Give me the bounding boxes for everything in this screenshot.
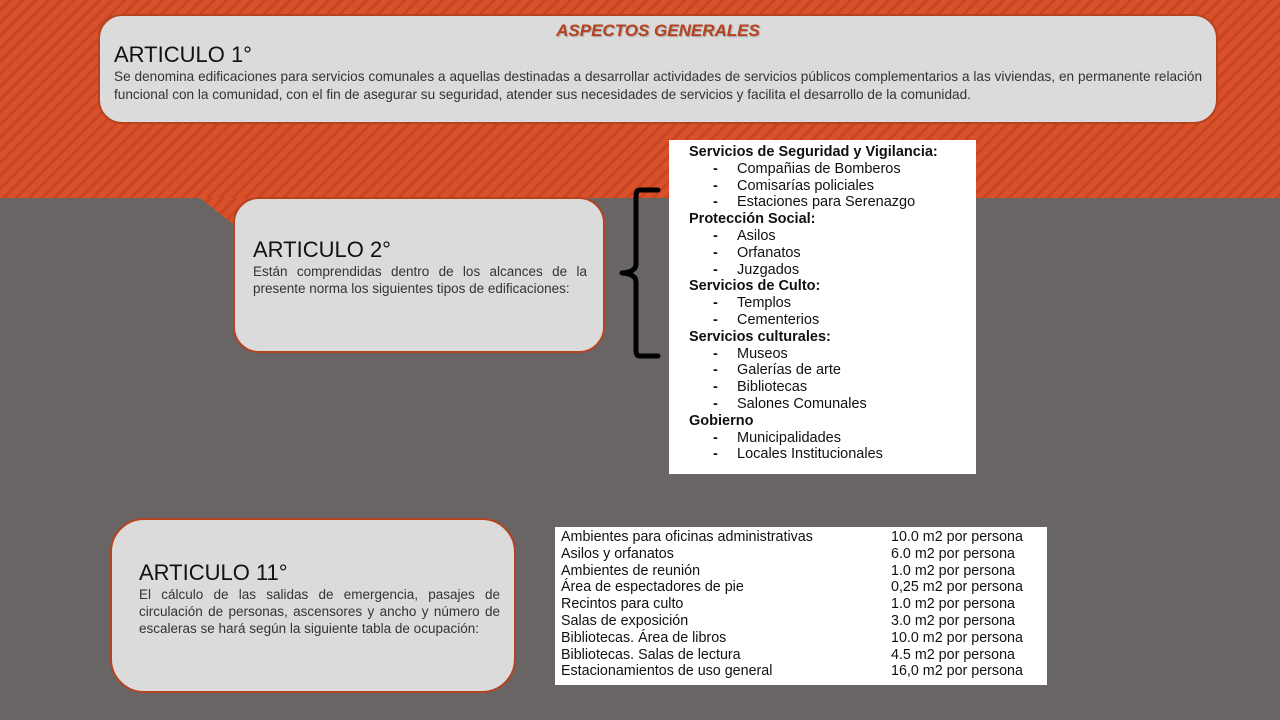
list-item <box>689 161 976 178</box>
list-item <box>689 362 976 379</box>
list-item-label: Asilos <box>737 227 776 244</box>
list-item-label: Juzgados <box>737 261 800 278</box>
list-item-label: Bibliotecas <box>737 379 808 396</box>
list-item <box>689 178 976 195</box>
list-item-label: Museos <box>737 345 788 362</box>
dash-marker: - <box>713 446 718 463</box>
dash-marker: - <box>713 244 718 261</box>
list-item-label: Orfanatos <box>737 244 801 261</box>
articulo-2-title: ARTICULO 2° <box>253 237 391 262</box>
list-item-label: Galerías de arte <box>737 362 841 379</box>
table-cell-ambiente: Ambientes para oficinas administrativas <box>561 529 813 545</box>
table-cell-ambiente: Estacionamientos de uso general <box>561 663 773 680</box>
table-cell-ocupacion: 0,25 m2 por persona <box>891 579 1023 596</box>
table-row <box>561 630 1047 647</box>
list-group <box>689 278 976 328</box>
table-cell-ambiente: Ambientes de reunión <box>561 562 701 579</box>
dash-marker: - <box>713 362 718 379</box>
table-cell-ocupacion: 1.0 m2 por persona <box>891 596 1015 613</box>
list-group <box>689 413 976 463</box>
dash-marker: - <box>713 429 718 446</box>
list-item <box>689 295 976 312</box>
dash-marker: - <box>713 345 718 362</box>
dash-marker: - <box>713 311 718 328</box>
articulo-11-card <box>110 518 516 693</box>
curly-brace-icon <box>616 186 664 360</box>
list-item-label: Estaciones para Serenazgo <box>737 194 916 211</box>
table-cell-ambiente: Recintos para culto <box>561 596 684 613</box>
table-cell-ocupacion: 4.5 m2 por persona <box>891 646 1015 663</box>
ocupacion-table <box>555 527 1047 685</box>
list-item-label: Salones Comunales <box>737 395 867 412</box>
articulo-1-card <box>98 14 1218 124</box>
list-item <box>689 312 976 329</box>
table-row <box>561 546 1047 563</box>
dash-marker: - <box>713 227 718 244</box>
table-row <box>561 579 1047 596</box>
section-title: ASPECTOS GENERALES <box>556 21 760 40</box>
list-item <box>689 245 976 262</box>
table-cell-ambiente: Bibliotecas. Salas de lectura <box>561 646 741 663</box>
table-cell-ambiente: Asilos y orfanatos <box>561 545 674 562</box>
dash-marker: - <box>713 160 718 177</box>
table-cell-ocupacion: 10.0 m2 por persona <box>891 629 1023 646</box>
list-group-title: Gobierno <box>689 412 754 429</box>
table-cell-ocupacion: 3.0 m2 por persona <box>891 612 1015 629</box>
table-cell-ambiente: Área de espectadores de pie <box>561 579 744 596</box>
table-cell-ocupacion: 6.0 m2 por persona <box>891 545 1015 562</box>
list-group <box>689 329 976 413</box>
list-group-title: Servicios culturales: <box>689 328 831 345</box>
table-row <box>561 663 1047 680</box>
table-row <box>561 647 1047 664</box>
table-row <box>561 563 1047 580</box>
dash-marker: - <box>713 295 718 312</box>
list-item-label: Cementerios <box>737 311 820 328</box>
table-cell-ambiente: Bibliotecas. Área de libros <box>561 629 727 646</box>
table-row <box>561 613 1047 630</box>
list-item <box>689 430 976 447</box>
list-item <box>689 228 976 245</box>
articulo-1-title: ARTICULO 1° <box>114 42 252 67</box>
edificaciones-list <box>669 140 976 474</box>
articulo-11-body: El cálculo de las salidas de emergencia, pasajes de circulación de personas, ascensores y ancho y número de escaleras se hará según la siguiente tabla de ocupación: <box>139 587 500 636</box>
list-item <box>689 446 976 463</box>
list-item-label: Locales Institucionales <box>737 446 883 463</box>
articulo-2-body: Están comprendidas dentro de los alcances de la presente norma los siguientes tipos de edificaciones: <box>253 264 587 296</box>
dash-marker: - <box>713 261 718 278</box>
table-row <box>561 596 1047 613</box>
list-group-title: Servicios de Culto: <box>689 278 821 295</box>
articulo-2-card <box>233 197 605 353</box>
list-group <box>689 211 976 278</box>
list-item-label: Municipalidades <box>737 429 841 446</box>
table-cell-ocupacion: 16,0 m2 por persona <box>891 663 1023 680</box>
table-row <box>561 529 1047 546</box>
table-cell-ambiente: Salas de exposición <box>561 612 689 629</box>
list-item <box>689 346 976 363</box>
list-group-title: Protección Social: <box>689 211 816 228</box>
dash-marker: - <box>713 379 718 396</box>
list-item <box>689 396 976 413</box>
dash-marker: - <box>713 177 718 194</box>
dash-marker: - <box>713 395 718 412</box>
dash-marker: - <box>713 194 718 211</box>
table-cell-ocupacion: 10.0 m2 por persona <box>891 529 1023 545</box>
articulo-1-body: Se denomina edificaciones para servicios comunales a aquellas destinadas a desarrollar actividades de servicios públicos complementarios a las viviendas, en permanente relación funcional con la comunidad, con el fin de asegurar su seguridad, atender sus necesidades de servicios y facilita el desarrollo de la comunidad. <box>114 69 1202 102</box>
list-item-label: Comisarías policiales <box>737 177 874 194</box>
list-item <box>689 379 976 396</box>
table-cell-ocupacion: 1.0 m2 por persona <box>891 562 1015 579</box>
list-item-label: Compañias de Bomberos <box>737 160 901 177</box>
list-item <box>689 194 976 211</box>
list-item-label: Templos <box>737 295 791 312</box>
list-item <box>689 262 976 279</box>
list-group-title: Servicios de Seguridad y Vigilancia: <box>689 144 938 160</box>
list-group <box>689 144 976 211</box>
articulo-11-title: ARTICULO 11° <box>139 560 288 585</box>
